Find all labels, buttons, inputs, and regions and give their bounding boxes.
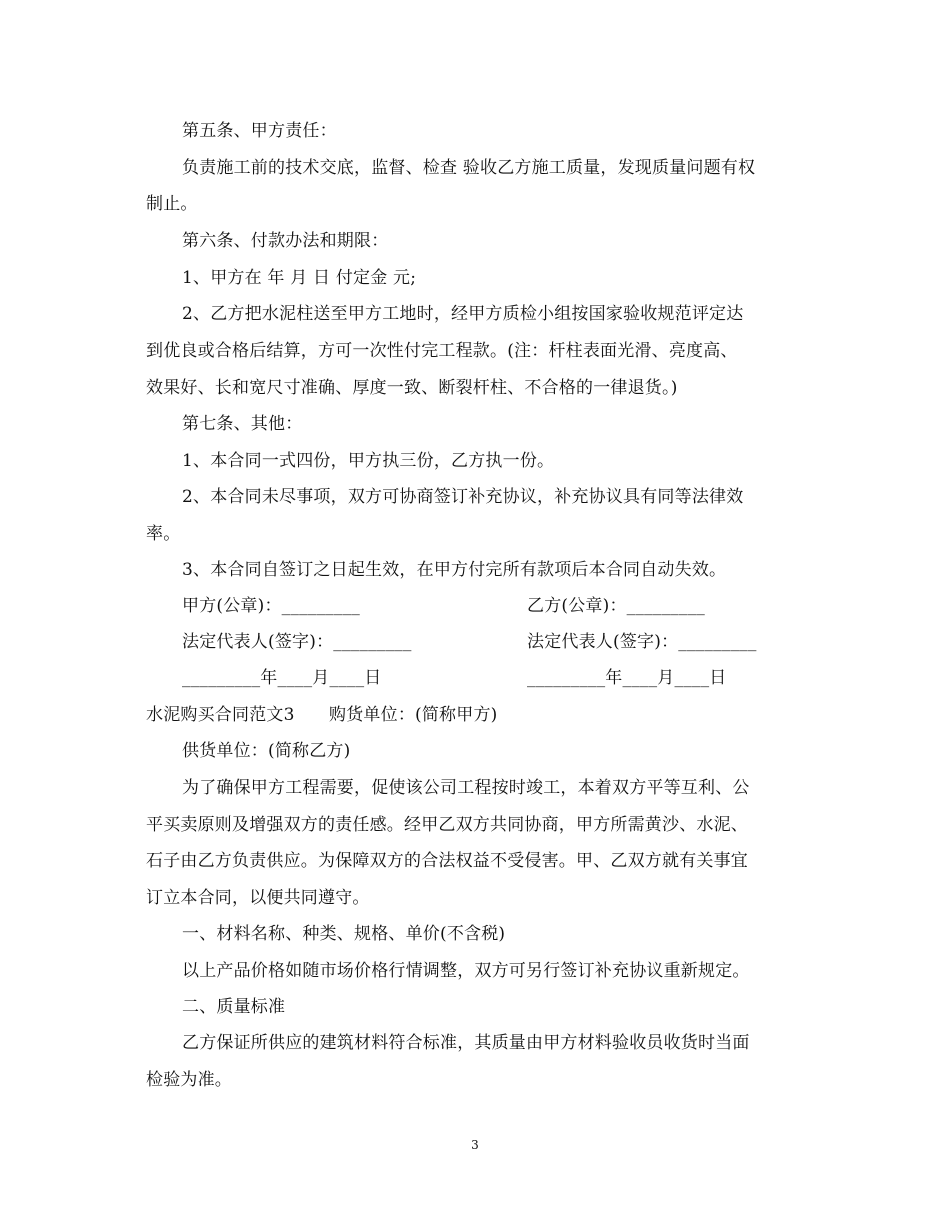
section-2-body-line: 检验为准。	[146, 1070, 232, 1090]
party-b-date: _________年____月____日	[527, 668, 727, 688]
section-2-body-line: 乙方保证所供应的建筑材料符合标准，其质量由甲方材料验收员收货时当面	[182, 1033, 750, 1053]
article7-item: 3、本合同自签订之日起生效，在甲方付完所有款项后本合同自动失效。	[182, 560, 727, 580]
article7-item: 2、本合同未尽事项，双方可协商签订补充协议，补充协议具有同等法律效	[182, 487, 744, 507]
article5-body-line: 制止。	[146, 194, 198, 214]
article7-item-continuation: 率。	[146, 524, 181, 544]
article7-title: 第七条、其他：	[182, 414, 303, 434]
article6-item: 2、乙方把水泥柱送至甲方工地时，经甲方质检小组按国家验收规范评定达	[182, 304, 744, 324]
contract-3-heading: 水泥购买合同范文3 购货单位：(简称甲方)	[146, 705, 498, 725]
party-b-representative: 法定代表人(签字)：_________	[527, 632, 757, 652]
section-1-body: 以上产品价格如随市场价格行情调整，双方可另行签订补充协议重新规定。	[182, 961, 750, 981]
article7-item: 1、本合同一式四份，甲方执三份，乙方执一份。	[182, 451, 555, 471]
article6-title: 第六条、付款办法和期限：	[182, 231, 389, 251]
article6-item: 1、甲方在 年 月 日 付定金 元;	[182, 268, 417, 288]
intro-paragraph-line: 平买卖原则及增强双方的责任感。经甲乙双方共同协商，甲方所需黄沙、水泥、	[146, 815, 748, 835]
party-a-date: _________年____月____日	[182, 668, 382, 688]
supplier-line: 供货单位：(简称乙方)	[182, 741, 351, 761]
intro-paragraph-line: 订立本合同，以便共同遵守。	[146, 888, 370, 908]
party-a-seal: 甲方(公章)：_________	[182, 596, 360, 616]
article5-body-line: 负责施工前的技术交底，监督、检查 验收乙方施工质量，发现质量问题有权	[182, 158, 756, 178]
article6-item-continuation: 效果好、长和宽尺寸准确、厚度一致、断裂杆柱、不合格的一律退货。)	[146, 378, 678, 398]
intro-paragraph-line: 为了确保甲方工程需要，促使该公司工程按时竣工，本着双方平等互利、公	[182, 778, 750, 798]
section-1-title: 一、材料名称、种类、规格、单价(不含税)	[182, 924, 506, 944]
article6-item-continuation: 到优良或合格后结算，方可一次性付完工程款。(注：杆柱表面光滑、亮度高、	[146, 341, 738, 361]
intro-paragraph-line: 石子由乙方负责供应。为保障双方的合法权益不受侵害。甲、乙双方就有关事宜	[146, 851, 748, 871]
party-a-representative: 法定代表人(签字)：_________	[182, 632, 412, 652]
section-2-title: 二、质量标准	[182, 997, 286, 1017]
page-number: 3	[471, 1138, 479, 1152]
party-b-seal: 乙方(公章)：_________	[527, 596, 705, 616]
article5-title: 第五条、甲方责任：	[182, 121, 337, 141]
